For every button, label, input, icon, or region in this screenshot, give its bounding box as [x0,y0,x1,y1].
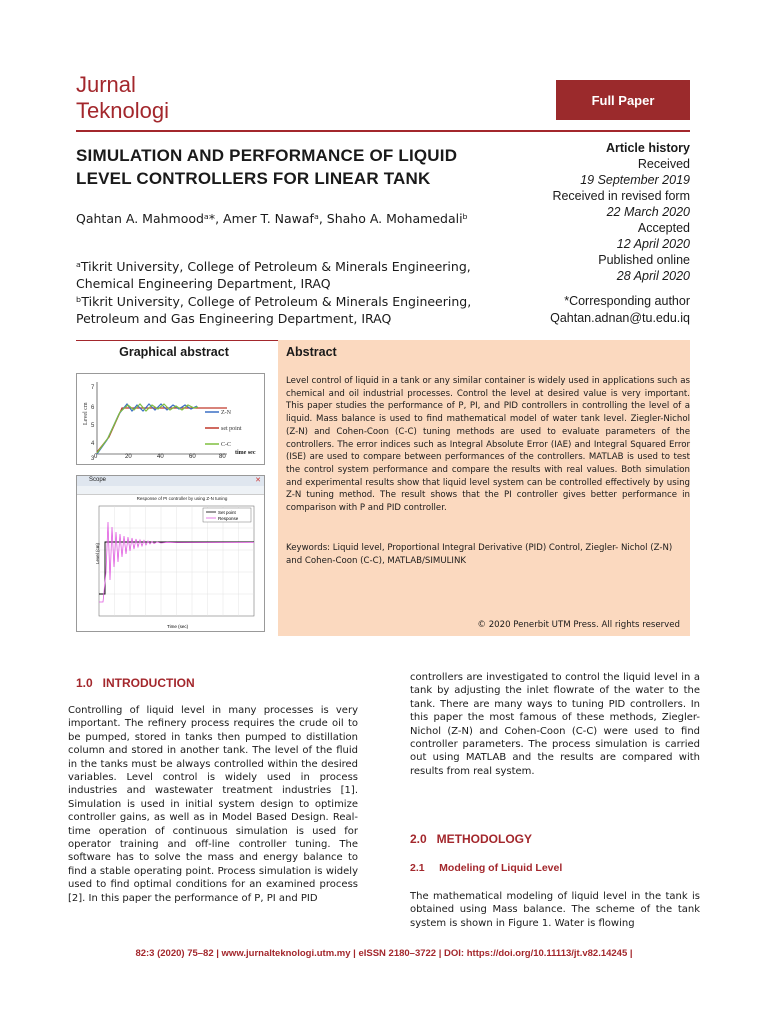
affiliation-b: ᵇTikrit University, College of Petroleum & Minerals Engineering, Petroleum and Gas Engineering Department, IRAQ [76,294,472,326]
full-paper-badge: Full Paper [556,80,690,120]
abstract-box [278,340,690,636]
paper-title: SIMULATION AND PERFORMANCE OF LIQUID LEVEL CONTROLLERS FOR LINEAR TANK [76,146,458,188]
journal-name-line2: Teknologi [76,98,169,123]
modeling-subheading: 2.1 Modeling of Liquid Level [410,862,563,874]
abstract-text: Level control of liquid in a tank or any similar container is widely used in applications such as chemical and oil industrial processes. Control the level at desired value is very important. This paper studies the performance of P, PI, and PID controllers in controlling the level of a liquid. Mass balance is used to find mathematical model of water tank level. Ziegler-Nichol (Z-N) and Cohen-Coon (C-C) tuning methods are used to evaluate parameters of the controllers. The error indices such as Integral Absolute Error (IAE) and Integral Squared Error (ISE) are used to compare between performances of the controllers. MATLAB is used to test the control system performance and compare the results with real values. Both simulation and experimental results show that liquid level system can be controlled effectively by using Z-N tuning method. The result shows that the PI controller gives better performance in comparison with P and PID controller. [286,376,690,514]
affiliation-a: ᵃTikrit University, College of Petroleum & Minerals Engineering, Chemical Engineering Department, IRAQ [76,259,471,291]
x-tick: 20 [125,454,132,460]
received-date: 19 September 2019 [580,173,690,187]
y-axis-label: Level cm [83,402,89,425]
corresponding-email: Qahtan.adnan@tu.edu.iq [550,311,690,325]
revised-label: Received in revised form [552,189,690,203]
copyright: © 2020 Penerbit UTM Press. All rights reserved [477,620,680,630]
close-icon[interactable]: ✕ [255,476,261,484]
scope-window-title: Scope [89,477,107,483]
published-date: 28 April 2020 [616,269,690,283]
journal-name [76,72,169,124]
paper-authors: Qahtan A. Mahmoodᵃ*, Amer T. Nawafᵃ, Shaho A. Mohamedaliᵇ [76,211,468,226]
legend-cc: C-C [221,442,232,448]
x-tick: 40 [157,454,164,460]
scope-x-label: Time (sec) [167,624,189,629]
methodology-text: The mathematical modeling of liquid level in the tank is obtained using Mass balance. The scheme of the tank system is shown in Figure 1. Water is flowing [410,891,700,929]
pi-response-plot [77,502,264,631]
x-axis-label: time sec [235,450,256,456]
legend-zn: Z-N [221,410,231,416]
legend-setpoint: set point [221,426,242,432]
y-tick: 6 [91,405,95,411]
revised-date: 22 March 2020 [606,205,690,219]
graphical-abstract-title: Graphical abstract [119,345,229,359]
corresponding-label: *Corresponding author [564,294,690,308]
scope-y-label: Level (cm) [95,542,100,564]
graphical-abstract-figure-1 [76,373,265,465]
y-tick: 4 [91,441,95,447]
abstract-title: Abstract [286,345,337,359]
page-footer: 82:3 (2020) 75–82 | www.jurnalteknologi.utm.my | eISSN 2180–3722 | DOI: https://doi.org/10.11113/jt.v82.14245 | [135,948,633,959]
scope-toolbar [77,486,264,495]
y-tick: 7 [91,385,95,391]
scope-legend-setpoint: Set point [218,510,236,515]
accepted-label: Accepted [637,221,690,235]
scope-plot-title: Response of PI controller by using Z-N tuning [136,496,228,501]
y-tick: 5 [91,423,95,429]
accepted-date: 12 April 2020 [616,237,690,251]
intro-col2-text: controllers are investigated to control the liquid level in a tank by adjusting the inlet flowrate of the water to the tank. There are many ways to tuning PID controllers. In this paper the most famous of these methods, Ziegler-Nichol (Z-N) and Cohen-Coon (C-C) were used to find controller parameters. The process simulation is carried out using MATLAB and the results are compared with results from real system. [410,672,700,777]
header-divider [76,130,690,132]
received-label: Received [637,157,690,171]
corresponding-author [490,293,690,327]
x-tick: 60 [189,454,196,460]
intro-col1-text: Controlling of liquid level in many processes is very important. The refinery process requires the crude oil to be pumped, stored in tanks then pumped to distillation column and stored in another tank. The level of the fluid in the tanks must be always controlled within the desired variables. Level control is widely used in process industries and wastewater treatment industries [1]. Simulation is used in initial system design to optimize controller gains, as well as in Model Based Design. Real-time operation of continuous simulation is used for operator training and off-line controller tuning. The software has to solve the mass and energy balance to find a stable operating point. Process simulation is widely used to find optimal conditions for an examined process [2]. In this paper the performance of P, PI and PID [68,705,358,904]
methodology-heading: 2.0 METHODOLOGY [410,832,533,846]
y-tick: 3 [91,456,95,462]
journal-name-line1: Jurnal [76,72,136,97]
x-axis-labels [94,450,262,464]
cc-line [97,404,198,453]
graphical-abstract-figure-2 [76,475,265,632]
setpoint-line [97,408,227,452]
x-tick: 0 [94,454,98,460]
intro-heading: 1.0 INTRODUCTION [76,676,195,690]
abstract-keywords: Keywords: Liquid level, Proportional Integral Derivative (PID) Control, Ziegler- Nichol (Z-N) and Cohen-Coon (C-C), MATLAB/SIMULINK [286,543,673,566]
scope-legend-response: Response [218,516,239,521]
x-tick: 80 [219,454,226,460]
published-label: Published online [598,253,690,267]
history-heading: Article history [605,141,690,155]
article-history [510,140,690,284]
